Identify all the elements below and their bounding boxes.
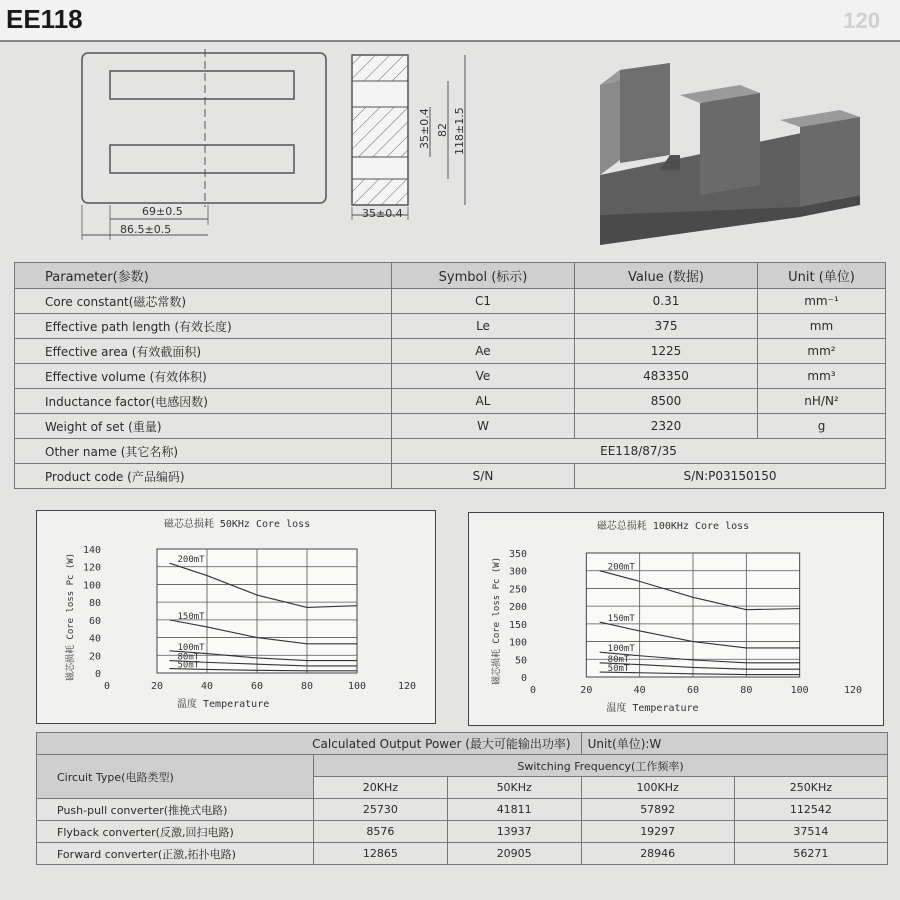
x-tick-label: 40	[633, 685, 646, 696]
param-label: Effective area (有效截面积)	[15, 339, 392, 364]
param-symbol: Le	[392, 314, 575, 339]
x-tick-label: 100	[347, 681, 367, 692]
power-value: 28946	[581, 843, 734, 865]
y-axis-label: 磁芯损耗 Core loss Pc (W)	[492, 556, 502, 685]
param-unit: mm	[758, 314, 886, 339]
param-value: 483350	[575, 364, 758, 389]
output-power-table	[36, 732, 888, 865]
y-tick-label: 20	[88, 651, 101, 663]
series-label: 200mT	[607, 562, 635, 573]
ghost-text: 120	[843, 8, 880, 33]
circuit-label: Flyback converter(反激,回扫电路)	[37, 821, 314, 843]
param-value: 2320	[575, 414, 758, 439]
x-tick-label: 60	[686, 685, 700, 696]
other-name-label: Other name (其它名称)	[15, 439, 392, 464]
power-value: 19297	[581, 821, 734, 843]
series-label: 150mT	[607, 614, 635, 625]
y-tick-label: 250	[508, 584, 527, 596]
output-unit: Unit(单位):W	[581, 733, 887, 755]
core-loss-chart-100khz	[468, 512, 884, 726]
table-row	[15, 289, 886, 314]
chart-100khz-svg	[469, 513, 883, 725]
param-symbol: AL	[392, 389, 575, 414]
param-label: Inductance factor(电感因数)	[15, 389, 392, 414]
front-view	[82, 49, 326, 240]
x-tick-label: 0	[529, 685, 537, 696]
y-tick-label: 40	[88, 633, 101, 645]
power-value: 8576	[314, 821, 448, 843]
product-code-value: S/N:P03150150	[575, 464, 886, 489]
y-tick-label: 0	[94, 669, 101, 680]
param-unit: mm⁻¹	[758, 289, 886, 314]
param-unit: nH/N²	[758, 389, 886, 414]
table-row	[15, 364, 886, 389]
power-value: 37514	[734, 821, 887, 843]
switching-frequency-header: Switching Frequency(工作频率)	[314, 755, 888, 777]
y-tick-label: 120	[82, 562, 101, 574]
symbol-col-header: Symbol (标示)	[392, 263, 575, 289]
output-title: Calculated Output Power (最大可能输出功率)	[37, 733, 582, 755]
x-tick-label: 0	[103, 681, 111, 692]
parameter-table	[14, 262, 886, 489]
output-subheader-row	[37, 755, 888, 777]
param-symbol: Ve	[392, 364, 575, 389]
table-row	[15, 414, 886, 439]
power-value: 13937	[447, 821, 581, 843]
param-label: Effective volume (有效体积)	[15, 364, 392, 389]
circuit-label: Forward converter(正激,拓扑电路)	[37, 843, 314, 865]
table-row	[15, 464, 886, 489]
param-symbol: C1	[392, 289, 575, 314]
power-value: 41811	[447, 799, 581, 821]
dim-118: 118±1.5	[453, 107, 466, 155]
param-value: 1225	[575, 339, 758, 364]
x-tick-label: 80	[300, 681, 314, 692]
freq-header: 50KHz	[447, 777, 581, 799]
param-value: 8500	[575, 389, 758, 414]
output-title-row	[37, 733, 888, 755]
table-row	[37, 843, 888, 865]
page-title: EE118	[6, 4, 83, 34]
y-tick-label: 50	[514, 655, 527, 667]
param-header-row	[15, 263, 886, 289]
y-tick-label: 80	[88, 598, 101, 610]
dim-35-width: 35±0.4	[362, 207, 403, 220]
core-3d-image	[600, 63, 860, 245]
circuit-type-header: Circuit Type(电路类型)	[37, 755, 314, 799]
series-label: 80mT	[177, 652, 200, 663]
power-value: 57892	[581, 799, 734, 821]
table-row	[37, 799, 888, 821]
freq-header: 20KHz	[314, 777, 448, 799]
series-label: 100mT	[177, 642, 205, 653]
header-bar	[0, 0, 900, 42]
side-view	[352, 55, 466, 220]
dim-69: 69±0.5	[142, 205, 183, 218]
series-label: 80mT	[607, 654, 630, 665]
y-tick-label: 150	[508, 619, 527, 631]
param-unit: mm²	[758, 339, 886, 364]
table-row	[15, 314, 886, 339]
table-row	[15, 439, 886, 464]
core-loss-chart-50khz	[36, 510, 436, 724]
param-value: 0.31	[575, 289, 758, 314]
power-value: 56271	[734, 843, 887, 865]
unit-col-header: Unit (单位)	[758, 263, 886, 289]
y-tick-label: 350	[508, 549, 527, 560]
param-label: Effective path length (有效长度)	[15, 314, 392, 339]
chart-50khz-svg	[37, 511, 435, 723]
table-row	[37, 821, 888, 843]
chart-title: 磁芯总损耗 100KHz Core loss	[596, 521, 750, 532]
power-value: 25730	[314, 799, 448, 821]
circuit-label: Push-pull converter(推挽式电路)	[37, 799, 314, 821]
y-tick-label: 200	[508, 602, 527, 614]
param-symbol: Ae	[392, 339, 575, 364]
y-tick-label: 60	[88, 615, 101, 627]
y-tick-label: 100	[508, 637, 527, 649]
dim-35-height: 35±0.4	[418, 108, 431, 149]
dim-82: 82	[436, 123, 449, 137]
y-tick-label: 0	[520, 673, 527, 684]
series-label: 100mT	[607, 644, 635, 655]
product-code-symbol: S/N	[392, 464, 575, 489]
x-tick-label: 20	[150, 681, 164, 692]
param-label: Weight of set (重量)	[15, 414, 392, 439]
freq-header: 250KHz	[734, 777, 887, 799]
x-axis-label: 温度 Temperature	[177, 699, 270, 710]
x-tick-label: 40	[200, 681, 214, 692]
series-label: 200mT	[177, 555, 205, 566]
x-tick-label: 120	[397, 681, 417, 692]
dim-86-5: 86.5±0.5	[120, 223, 172, 236]
other-name-value: EE118/87/35	[392, 439, 886, 464]
param-col-header: Parameter(参数)	[15, 263, 392, 289]
x-axis-label: 温度 Temperature	[606, 703, 699, 714]
freq-header: 100KHz	[581, 777, 734, 799]
x-tick-label: 20	[580, 685, 593, 696]
param-symbol: W	[392, 414, 575, 439]
product-code-label: Product code (产品编码)	[15, 464, 392, 489]
value-col-header: Value (数据)	[575, 263, 758, 289]
x-tick-label: 80	[740, 685, 753, 696]
y-tick-label: 100	[82, 580, 101, 592]
y-axis-label: 磁芯损耗 Core loss Pc (W)	[66, 552, 76, 681]
table-row	[15, 339, 886, 364]
param-unit: g	[758, 414, 886, 439]
param-label: Core constant(磁芯常数)	[15, 289, 392, 314]
series-label: 150mT	[177, 611, 205, 622]
x-tick-label: 120	[843, 685, 863, 696]
y-tick-label: 140	[82, 545, 101, 556]
series-label: 50mT	[177, 660, 200, 671]
series-label: 50mT	[607, 664, 630, 675]
core-drawings	[60, 45, 880, 245]
x-tick-label: 60	[250, 681, 264, 692]
power-value: 12865	[314, 843, 448, 865]
chart-title: 磁芯总损耗 50KHz Core loss	[163, 519, 311, 530]
table-row	[15, 389, 886, 414]
x-tick-label: 100	[790, 685, 809, 696]
power-value: 112542	[734, 799, 887, 821]
y-tick-label: 300	[508, 566, 527, 578]
power-value: 20905	[447, 843, 581, 865]
param-unit: mm³	[758, 364, 886, 389]
param-value: 375	[575, 314, 758, 339]
